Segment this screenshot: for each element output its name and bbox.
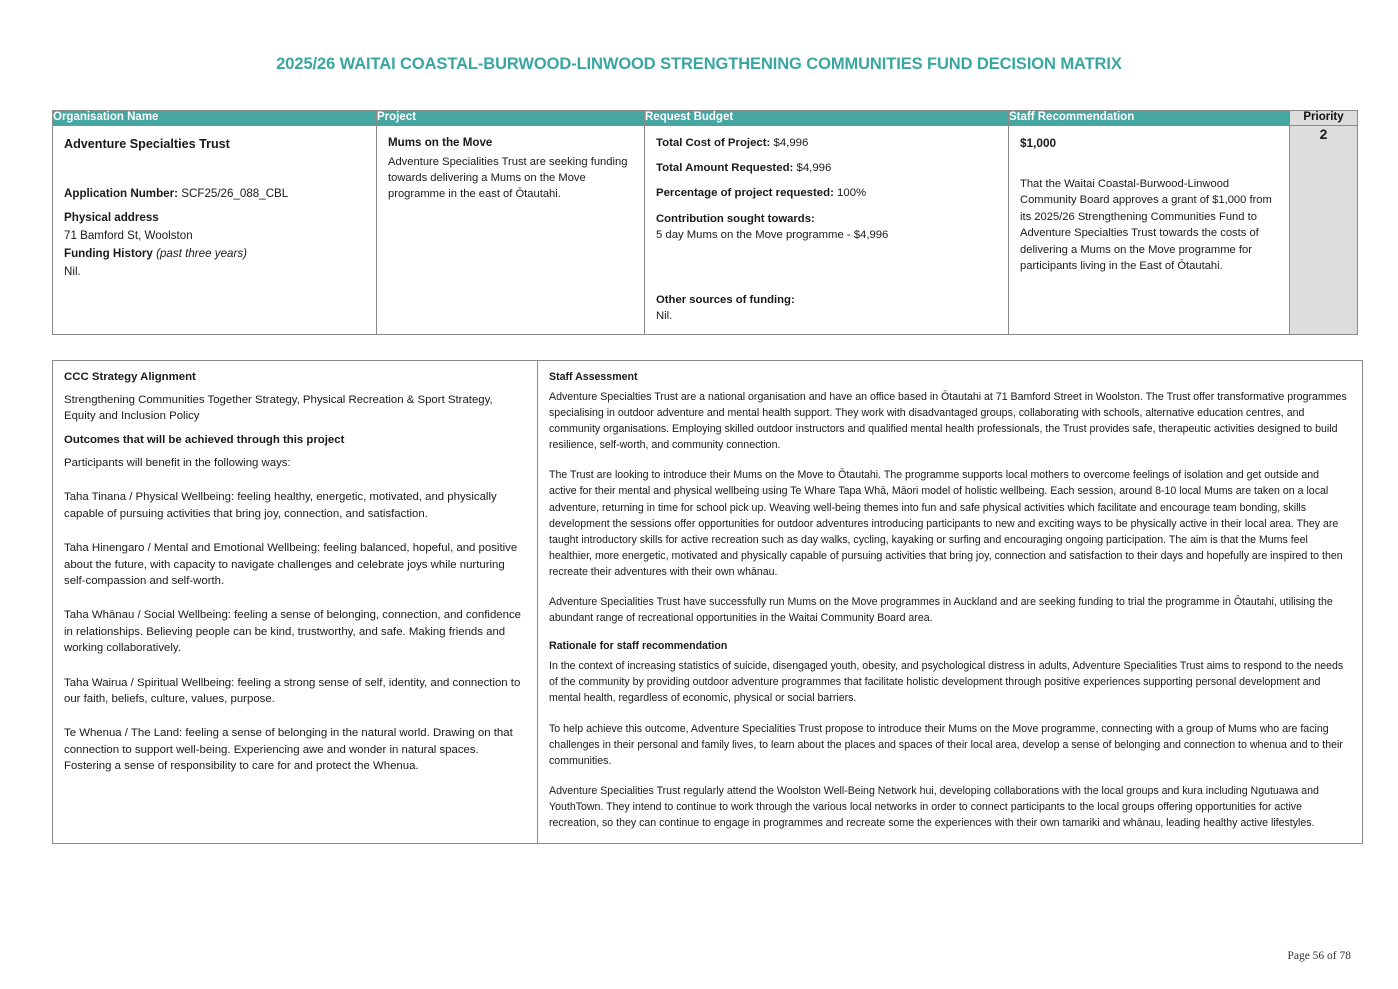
percentage-requested-value: 100%: [837, 187, 867, 200]
header-project: Project: [377, 111, 645, 126]
project-description: Adventure Specialities Trust are seeking funding towards delivering a Mums on the Move programme in the east of Ōtautahi.: [388, 156, 628, 201]
contribution-value: 5 day Mums on the Move programme - $4,996: [656, 228, 889, 241]
recommendation-amount: $1,000: [1020, 136, 1057, 150]
percentage-requested-label: Percentage of project requested:: [656, 187, 834, 200]
header-staff-recommendation: Staff Recommendation: [1009, 111, 1290, 126]
outcomes-heading: Outcomes that will be achieved through this project: [64, 433, 345, 446]
strategy-alignment-heading: CCC Strategy Alignment: [64, 371, 196, 383]
strategy-list: Strengthening Communities Together Strategy, Physical Recreation & Sport Strategy, Equity and Inclusion Policy: [64, 394, 493, 423]
physical-address-label: Physical address: [64, 211, 159, 225]
cell-staff-recommendation: [1009, 126, 1290, 335]
outcome-item: Te Whenua / The Land: feeling a sense of belonging in the natural world. Drawing on that connection to support well-being. Experiencing awe and wonder in natural spaces. Fostering a sense of responsibility to care for and protect the Whenua.: [64, 727, 513, 773]
cell-organisation: [53, 126, 377, 335]
funding-history-label: Funding History: [64, 247, 153, 261]
other-sources-value: Nil.: [656, 310, 673, 322]
table-header-row: [53, 111, 1358, 126]
outcomes-intro: Participants will benefit in the following ways:: [64, 456, 291, 469]
assessment-paragraph: Adventure Specialties Trust are a national organisation and have an office based in Ōtautahi at 71 Bamford Street in Woolston. The Trust offer transformative programmes specialising in outdoor adventure and mental health support. They work with disadvantaged groups, collaborating with schools, alternative education centres, and community organisations. Employing skilled outdoor instructors and qualified mental health professionals, the Trust provides safe, therapeutic activities designed to build resilience, self-worth, and community connection.: [549, 391, 1347, 452]
assessment-paragraph: Adventure Specialities Trust have successfully run Mums on the Move programmes in Auckland and are seeking funding to trial the programme in Ōtautahi, utilising the abundant range of recreational opportunities in the Waitai Community Board area.: [549, 596, 1333, 625]
cell-priority: 2: [1290, 126, 1358, 335]
rationale-paragraph: To help achieve this outcome, Adventure Specialities Trust propose to introduce their Mums on the Move programme, connecting with a group of Mums who are facing challenges in their personal and family lives, to learn about the places and spaces of their local area, develop a sense of belonging and connection to whenua and to their communities.: [549, 722, 1343, 767]
outcome-item: Taha Hinengaro / Mental and Emotional Wellbeing: feeling balanced, hopeful, and positive about the future, with capacity to navigate challenges and celebrate joys while nurturing self-compassion and self-worth.: [64, 542, 518, 587]
rationale-paragraph: In the context of increasing statistics of suicide, disengaged youth, obesity, and psychological distress in adults, Adventure Specialities Trust aims to respond to the needs of the community by providing outdoor adventure programmes that facilitate holistic development through positive experiences supporting personal development and mental health, regardless of economic, physical or social barriers.: [549, 660, 1344, 705]
funding-history-note: (past three years): [156, 247, 247, 261]
rationale-paragraph: Adventure Specialities Trust regularly attend the Woolston Well-Being Network hui, developing collaborations with the local groups and kura including Ngutuawa and YouthTown. They intend to continue to work through the various local networks in order to connect participants to the local groups offering opportunities for active recreation, so they can continue to engage in programmes and recreate some the experiences with their own tamariki and whānau, leading healthy active lifestyles.: [549, 784, 1319, 829]
other-sources-label: Other sources of funding:: [656, 293, 795, 306]
table-row: [53, 126, 1358, 335]
total-requested-label: Total Amount Requested:: [656, 162, 794, 175]
cell-project: [377, 126, 645, 335]
recommendation-text: That the Waitai Coastal-Burwood-Linwood Community Board approves a grant of $1,000 from its 2025/26 Strengthening Communities Fund to Adventure Specialties Trust towards the costs of delivering a Mums on the Move programme for participants living in the East of Ōtautahi.: [1020, 177, 1272, 273]
contribution-label: Contribution sought towards:: [656, 212, 815, 225]
application-summary-table: [52, 110, 1358, 335]
project-title: Mums on the Move: [388, 136, 493, 149]
outcome-item: Taha Wairua / Spiritual Wellbeing: feeling a strong sense of self, identity, and connection to our faith, beliefs, culture, values, purpose.: [64, 676, 521, 706]
funding-history-value: Nil.: [64, 265, 81, 279]
header-priority: Priority: [1290, 111, 1358, 126]
staff-assessment-heading: Staff Assessment: [549, 371, 638, 383]
total-cost-value: $4,996: [773, 137, 809, 149]
cell-request-budget: [645, 126, 1009, 335]
application-number-label: Application Number:: [64, 186, 179, 200]
page-title: 2025/26 WAITAI COASTAL-BURWOOD-LINWOOD STRENGTHENING COMMUNITIES FUND DECISION MATRIX: [276, 55, 1122, 73]
assessment-paragraph: The Trust are looking to introduce their Mums on the Move to Ōtautahi. The programme supports local mothers to overcome feelings of isolation and get outside and active for their mental and physical wellbeing using Te Whare Tapa Whā, Māori model of holistic wellbeing. Each session, around 8-10 local Mums are taken on a local adventure, returning in time for school pick up. Weaving well-being themes into fun and safe physical activities which facilitate and encourage team bonding, skills development the sessions offer opportunities for outdoor adventures introducing participants to new and exciting ways to be physically active in their local area. They are taught introductory skills for active recreation such as day walks, cycling, kayaking or surfing and encouraging ongoing participation. The aim is that the Mums feel healthier, more energetic, motivated and physically capable of pursuing activities that bring joy, connection and satisfaction to their days and hopefully are inspired to then recreate their adventures with their own whānau.: [549, 469, 1343, 578]
header-request-budget: Request Budget: [645, 111, 1009, 126]
page-footer: Page 56 of 78: [1287, 950, 1351, 962]
physical-address-value: 71 Bamford St, Woolston: [64, 229, 193, 243]
assessment-row: [53, 361, 1363, 844]
budget-spacer: [656, 243, 998, 292]
outcome-item: Taha Tinana / Physical Wellbeing: feeling healthy, energetic, motivated, and physically capable of pursuing activities that bring joy, connection, and satisfaction.: [64, 491, 497, 520]
total-requested-value: $4,996: [796, 162, 832, 175]
header-organisation-name: Organisation Name: [53, 111, 377, 126]
assessment-table: [52, 360, 1363, 844]
organisation-name: Adventure Specialties Trust: [64, 137, 230, 151]
cell-strategy-alignment: [53, 361, 538, 844]
rationale-heading: Rationale for staff recommendation: [549, 640, 728, 653]
cell-staff-assessment: [538, 361, 1363, 844]
total-cost-label: Total Cost of Project:: [656, 137, 771, 149]
outcome-item: Taha Whānau / Social Wellbeing: feeling a sense of belonging, connection, and confidence in relationships. Believing people can be kind, trustworthy, and safe. Making friends and working collaboratively.: [64, 609, 521, 655]
application-number-value: SCF25/26_088_CBL: [181, 186, 289, 200]
